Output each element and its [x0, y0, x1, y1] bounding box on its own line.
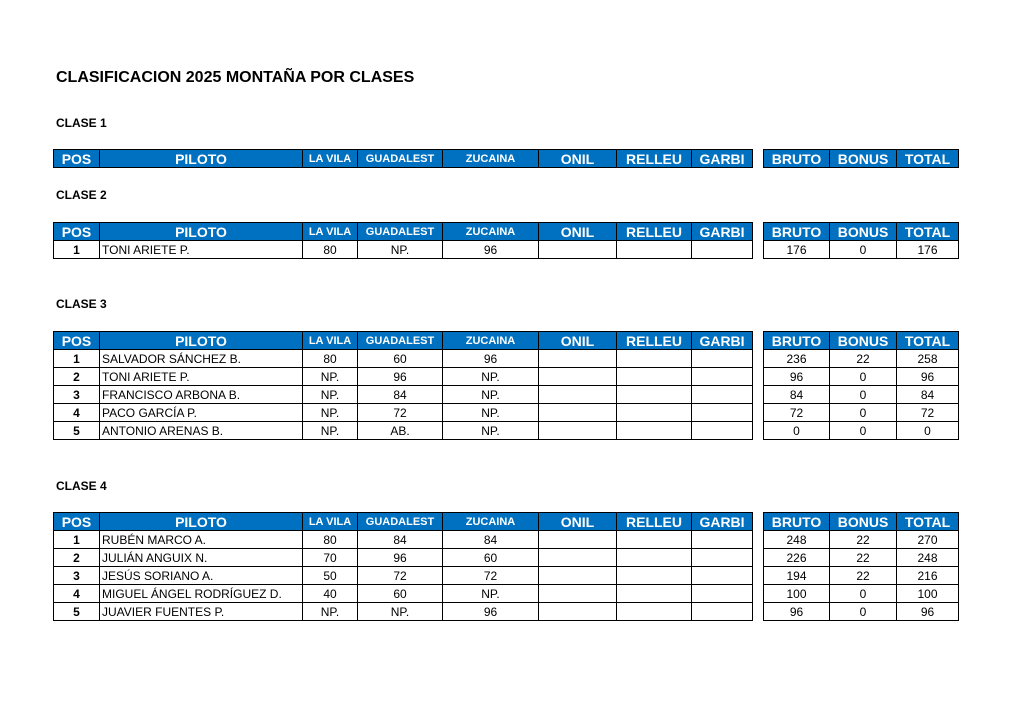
cell-lavila: NP. — [303, 603, 358, 621]
header-pos: POS — [54, 223, 100, 241]
cell-onil — [539, 350, 617, 368]
table-header-row — [764, 332, 959, 350]
cell-bonus: 0 — [830, 422, 897, 440]
cell-zucaina: NP. — [443, 386, 539, 404]
cell-bruto: 176 — [764, 241, 830, 259]
header-lavila: LA VILA — [303, 332, 358, 350]
cell-zucaina: NP. — [443, 368, 539, 386]
header-bonus: BONUS — [830, 513, 897, 531]
table-row — [54, 368, 753, 386]
table-row — [54, 603, 753, 621]
header-guadalest: GUADALEST — [358, 223, 443, 241]
cell-total: 0 — [897, 422, 959, 440]
table-row — [54, 241, 753, 259]
cell-zucaina: NP. — [443, 422, 539, 440]
cell-pos: 2 — [54, 368, 100, 386]
cell-total: 72 — [897, 404, 959, 422]
cell-bonus: 22 — [830, 567, 897, 585]
cell-lavila: 70 — [303, 549, 358, 567]
cell-total: 258 — [897, 350, 959, 368]
cell-onil — [539, 585, 617, 603]
cell-garbi — [692, 241, 753, 259]
header-bruto: BRUTO — [764, 150, 830, 168]
header-pos: POS — [54, 513, 100, 531]
table-header-row — [764, 223, 959, 241]
header-zucaina: ZUCAINA — [443, 223, 539, 241]
cell-bruto: 100 — [764, 585, 830, 603]
header-piloto: PILOTO — [100, 150, 303, 168]
table-row — [764, 567, 959, 585]
cell-onil — [539, 404, 617, 422]
cell-garbi — [692, 404, 753, 422]
header-garbi: GARBI — [692, 332, 753, 350]
cell-relleu — [617, 241, 692, 259]
cell-onil — [539, 241, 617, 259]
header-zucaina: ZUCAINA — [443, 332, 539, 350]
cell-relleu — [617, 350, 692, 368]
cell-pos: 3 — [54, 386, 100, 404]
cell-total: 216 — [897, 567, 959, 585]
table-header-row — [54, 150, 753, 168]
clase-1-totals-table — [763, 149, 959, 168]
table-header-row — [54, 332, 753, 350]
header-bruto: BRUTO — [764, 513, 830, 531]
header-bruto: BRUTO — [764, 223, 830, 241]
header-relleu: RELLEU — [617, 332, 692, 350]
clase-4-totals-table — [763, 512, 959, 621]
table-row — [764, 386, 959, 404]
table-row — [764, 241, 959, 259]
cell-total: 96 — [897, 603, 959, 621]
cell-garbi — [692, 603, 753, 621]
cell-guadalest: 96 — [358, 549, 443, 567]
cell-zucaina: NP. — [443, 585, 539, 603]
header-guadalest: GUADALEST — [358, 513, 443, 531]
cell-total: 96 — [897, 368, 959, 386]
cell-pos: 4 — [54, 404, 100, 422]
table-row — [54, 350, 753, 368]
header-zucaina: ZUCAINA — [443, 150, 539, 168]
cell-piloto: PACO GARCÍA P. — [100, 404, 303, 422]
cell-relleu — [617, 531, 692, 549]
cell-pos: 1 — [54, 350, 100, 368]
cell-zucaina: 72 — [443, 567, 539, 585]
cell-piloto: JUAVIER FUENTES P. — [100, 603, 303, 621]
cell-piloto: RUBÉN MARCO A. — [100, 531, 303, 549]
cell-piloto: FRANCISCO ARBONA B. — [100, 386, 303, 404]
header-total: TOTAL — [897, 223, 959, 241]
table-row — [764, 603, 959, 621]
cell-onil — [539, 549, 617, 567]
header-piloto: PILOTO — [100, 223, 303, 241]
cell-total: 270 — [897, 531, 959, 549]
cell-relleu — [617, 585, 692, 603]
table-header-row — [764, 513, 959, 531]
clase-1-results-table — [53, 149, 753, 168]
cell-zucaina: 84 — [443, 531, 539, 549]
table-row — [764, 422, 959, 440]
table-row — [764, 350, 959, 368]
clase-2-label: CLASE 2 — [56, 188, 107, 202]
cell-piloto: MIGUEL ÁNGEL RODRÍGUEZ D. — [100, 585, 303, 603]
table-row — [54, 404, 753, 422]
header-lavila: LA VILA — [303, 513, 358, 531]
cell-total: 248 — [897, 549, 959, 567]
cell-zucaina: NP. — [443, 404, 539, 422]
cell-onil — [539, 567, 617, 585]
cell-guadalest: 84 — [358, 386, 443, 404]
cell-onil — [539, 531, 617, 549]
header-onil: ONIL — [539, 223, 617, 241]
cell-garbi — [692, 531, 753, 549]
table-row — [54, 585, 753, 603]
table-row — [54, 567, 753, 585]
cell-piloto: TONI ARIETE P. — [100, 241, 303, 259]
header-zucaina: ZUCAINA — [443, 513, 539, 531]
page-title: CLASIFICACION 2025 MONTAÑA POR CLASES — [56, 69, 415, 86]
cell-bonus: 0 — [830, 368, 897, 386]
cell-pos: 2 — [54, 549, 100, 567]
cell-guadalest: 60 — [358, 350, 443, 368]
cell-zucaina: 60 — [443, 549, 539, 567]
header-onil: ONIL — [539, 150, 617, 168]
cell-garbi — [692, 422, 753, 440]
cell-bonus: 0 — [830, 241, 897, 259]
header-lavila: LA VILA — [303, 150, 358, 168]
cell-bonus: 22 — [830, 531, 897, 549]
cell-garbi — [692, 567, 753, 585]
header-garbi: GARBI — [692, 150, 753, 168]
cell-pos: 3 — [54, 567, 100, 585]
cell-bruto: 96 — [764, 368, 830, 386]
table-row — [764, 368, 959, 386]
clase-2-results-table — [53, 222, 753, 259]
header-bonus: BONUS — [830, 332, 897, 350]
cell-onil — [539, 422, 617, 440]
cell-pos: 5 — [54, 603, 100, 621]
cell-lavila: 80 — [303, 241, 358, 259]
cell-bruto: 0 — [764, 422, 830, 440]
clase-4-label: CLASE 4 — [56, 479, 107, 493]
cell-guadalest: 60 — [358, 585, 443, 603]
cell-lavila: 80 — [303, 350, 358, 368]
cell-pos: 1 — [54, 241, 100, 259]
table-row — [764, 549, 959, 567]
cell-bruto: 72 — [764, 404, 830, 422]
table-header-row — [54, 223, 753, 241]
cell-guadalest: AB. — [358, 422, 443, 440]
header-relleu: RELLEU — [617, 513, 692, 531]
cell-bruto: 248 — [764, 531, 830, 549]
cell-bonus: 0 — [830, 404, 897, 422]
header-bonus: BONUS — [830, 223, 897, 241]
clase-1-label: CLASE 1 — [56, 116, 107, 130]
cell-guadalest: 72 — [358, 567, 443, 585]
cell-pos: 4 — [54, 585, 100, 603]
header-piloto: PILOTO — [100, 332, 303, 350]
table-header-row — [54, 513, 753, 531]
cell-piloto: ANTONIO ARENAS B. — [100, 422, 303, 440]
cell-zucaina: 96 — [443, 350, 539, 368]
table-row — [764, 585, 959, 603]
cell-lavila: NP. — [303, 386, 358, 404]
cell-relleu — [617, 567, 692, 585]
table-header-row — [764, 150, 959, 168]
cell-onil — [539, 368, 617, 386]
cell-relleu — [617, 603, 692, 621]
table-row — [54, 549, 753, 567]
header-garbi: GARBI — [692, 513, 753, 531]
clase-3-totals-table — [763, 331, 959, 440]
cell-lavila: 40 — [303, 585, 358, 603]
header-onil: ONIL — [539, 332, 617, 350]
cell-lavila: NP. — [303, 404, 358, 422]
cell-guadalest: 96 — [358, 368, 443, 386]
cell-garbi — [692, 350, 753, 368]
cell-bonus: 22 — [830, 350, 897, 368]
cell-pos: 1 — [54, 531, 100, 549]
table-row — [764, 404, 959, 422]
cell-bruto: 194 — [764, 567, 830, 585]
cell-onil — [539, 386, 617, 404]
clase-2-totals-table — [763, 222, 959, 259]
cell-bruto: 226 — [764, 549, 830, 567]
cell-relleu — [617, 386, 692, 404]
cell-bonus: 0 — [830, 386, 897, 404]
header-total: TOTAL — [897, 332, 959, 350]
cell-garbi — [692, 386, 753, 404]
cell-lavila: NP. — [303, 368, 358, 386]
cell-total: 100 — [897, 585, 959, 603]
cell-piloto: SALVADOR SÁNCHEZ B. — [100, 350, 303, 368]
cell-bonus: 22 — [830, 549, 897, 567]
header-onil: ONIL — [539, 513, 617, 531]
cell-bruto: 236 — [764, 350, 830, 368]
cell-lavila: NP. — [303, 422, 358, 440]
table-row — [54, 422, 753, 440]
cell-bonus: 0 — [830, 603, 897, 621]
cell-relleu — [617, 368, 692, 386]
cell-garbi — [692, 368, 753, 386]
cell-zucaina: 96 — [443, 241, 539, 259]
header-lavila: LA VILA — [303, 223, 358, 241]
cell-relleu — [617, 404, 692, 422]
header-pos: POS — [54, 150, 100, 168]
header-piloto: PILOTO — [100, 513, 303, 531]
cell-guadalest: NP. — [358, 603, 443, 621]
cell-garbi — [692, 549, 753, 567]
header-bonus: BONUS — [830, 150, 897, 168]
cell-total: 84 — [897, 386, 959, 404]
table-row — [54, 531, 753, 549]
cell-bruto: 84 — [764, 386, 830, 404]
cell-lavila: 80 — [303, 531, 358, 549]
header-total: TOTAL — [897, 513, 959, 531]
header-guadalest: GUADALEST — [358, 332, 443, 350]
cell-zucaina: 96 — [443, 603, 539, 621]
cell-bruto: 96 — [764, 603, 830, 621]
cell-bonus: 0 — [830, 585, 897, 603]
cell-total: 176 — [897, 241, 959, 259]
cell-piloto: TONI ARIETE P. — [100, 368, 303, 386]
header-garbi: GARBI — [692, 223, 753, 241]
header-guadalest: GUADALEST — [358, 150, 443, 168]
cell-relleu — [617, 422, 692, 440]
cell-relleu — [617, 549, 692, 567]
header-relleu: RELLEU — [617, 150, 692, 168]
clase-3-label: CLASE 3 — [56, 297, 107, 311]
clase-4-results-table — [53, 512, 753, 621]
clase-3-results-table — [53, 331, 753, 440]
header-total: TOTAL — [897, 150, 959, 168]
header-pos: POS — [54, 332, 100, 350]
cell-guadalest: 84 — [358, 531, 443, 549]
cell-pos: 5 — [54, 422, 100, 440]
cell-onil — [539, 603, 617, 621]
header-relleu: RELLEU — [617, 223, 692, 241]
cell-guadalest: NP. — [358, 241, 443, 259]
cell-piloto: JULIÁN ANGUIX N. — [100, 549, 303, 567]
cell-piloto: JESÚS SORIANO A. — [100, 567, 303, 585]
header-bruto: BRUTO — [764, 332, 830, 350]
cell-lavila: 50 — [303, 567, 358, 585]
table-row — [764, 531, 959, 549]
table-row — [54, 386, 753, 404]
cell-garbi — [692, 585, 753, 603]
cell-guadalest: 72 — [358, 404, 443, 422]
